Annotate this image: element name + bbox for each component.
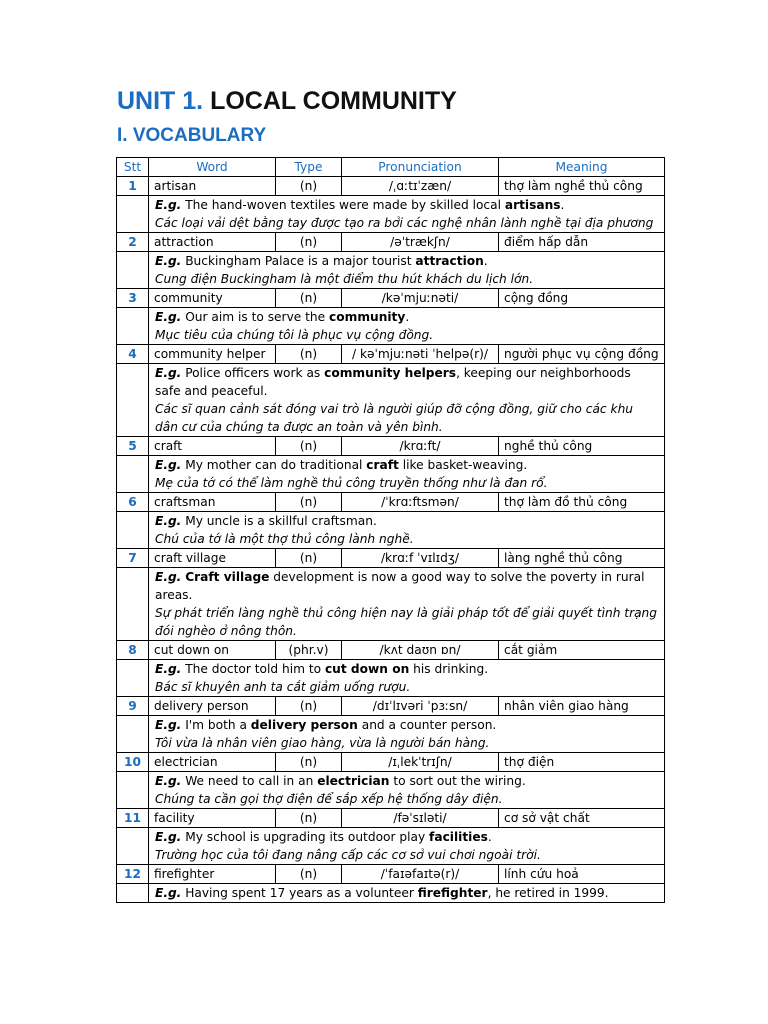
entry-pronunciation: /ɪˌlekˈtrɪʃn/ xyxy=(342,753,499,772)
example-text: , he retired in 1999. xyxy=(487,886,609,900)
vocab-row xyxy=(117,809,665,828)
example-sentence xyxy=(155,716,659,734)
entry-word: firefighter xyxy=(149,865,276,884)
entry-type: (n) xyxy=(276,865,342,884)
entry-number: 2 xyxy=(117,233,149,252)
entry-word: community xyxy=(149,289,276,308)
example-label: E.g. xyxy=(155,886,182,900)
example-spacer xyxy=(117,512,149,549)
example-cell xyxy=(149,828,665,865)
entry-pronunciation: /krɑːft/ xyxy=(342,437,499,456)
example-text: . xyxy=(487,830,492,844)
entry-word: delivery person xyxy=(149,697,276,716)
example-sentence xyxy=(155,772,659,790)
example-label: E.g. xyxy=(155,774,182,788)
example-spacer xyxy=(117,884,149,903)
entry-word: attraction xyxy=(149,233,276,252)
vocab-row xyxy=(117,697,665,716)
entry-type: (n) xyxy=(276,753,342,772)
example-text: like basket-weaving. xyxy=(398,458,528,472)
entry-meaning: cắt giảm xyxy=(499,641,665,660)
example-text: Having spent 17 years as a volunteer xyxy=(185,886,418,900)
example-text: Our aim is to serve the xyxy=(185,310,330,324)
example-cell xyxy=(149,252,665,289)
example-cell xyxy=(149,884,665,903)
entry-meaning: lính cứu hoả xyxy=(499,865,665,884)
entry-number: 6 xyxy=(117,493,149,512)
example-row xyxy=(117,828,665,865)
entry-meaning: điểm hấp dẫn xyxy=(499,233,665,252)
example-text: The doctor told him to xyxy=(185,662,325,676)
example-sentence xyxy=(155,568,659,604)
example-keyword: community xyxy=(329,310,406,324)
entry-pronunciation: /ˌɑːtɪˈzæn/ xyxy=(342,177,499,196)
header-word: Word xyxy=(149,158,276,177)
example-row xyxy=(117,512,665,549)
example-label: E.g. xyxy=(155,830,182,844)
example-spacer xyxy=(117,196,149,233)
example-label: E.g. xyxy=(155,458,182,472)
example-label: E.g. xyxy=(155,718,182,732)
entry-number: 10 xyxy=(117,753,149,772)
example-text: , keeping our neighborhoods safe and peaceful. xyxy=(155,366,631,398)
example-row xyxy=(117,884,665,903)
vocab-row xyxy=(117,493,665,512)
entry-word: cut down on xyxy=(149,641,276,660)
example-keyword: attraction xyxy=(415,254,484,268)
example-sentence xyxy=(155,196,659,214)
unit-name: LOCAL COMMUNITY xyxy=(210,87,457,115)
entry-meaning: người phục vụ cộng đồng xyxy=(499,345,665,364)
example-text: My school is upgrading its outdoor play xyxy=(185,830,430,844)
vocab-row xyxy=(117,753,665,772)
example-sentence xyxy=(155,252,659,270)
entry-word: craft xyxy=(149,437,276,456)
example-translation: Cung điện Buckingham là một điểm thu hút khách du lịch lớn. xyxy=(155,272,534,286)
example-cell xyxy=(149,196,665,233)
example-translation: Tôi vừa là nhân viên giao hàng, vừa là người bán hàng. xyxy=(155,736,490,750)
example-keyword: artisans xyxy=(504,198,561,212)
example-text: to sort out the wiring. xyxy=(389,774,526,788)
entry-word: community helper xyxy=(149,345,276,364)
entry-pronunciation: /krɑːf ˈvɪlɪdʒ/ xyxy=(342,549,499,568)
example-text: My uncle is a skillful craftsman. xyxy=(185,514,377,528)
example-keyword: Craft village xyxy=(185,570,270,584)
example-row xyxy=(117,568,665,641)
entry-number: 3 xyxy=(117,289,149,308)
example-text: We need to call in an xyxy=(185,774,318,788)
entry-meaning: cộng đồng xyxy=(499,289,665,308)
example-label: E.g. xyxy=(155,514,182,528)
header-pronunciation: Pronunciation xyxy=(342,158,499,177)
example-translation: Các sĩ quan cảnh sát đóng vai trò là người giúp đỡ cộng đồng, giữ cho các khu dân cư của chúng ta được an toàn và yên bình. xyxy=(155,402,634,434)
example-spacer xyxy=(117,456,149,493)
example-cell xyxy=(149,512,665,549)
example-cell xyxy=(149,660,665,697)
entry-type: (n) xyxy=(276,809,342,828)
example-keyword: community helpers xyxy=(324,366,457,380)
example-text: . xyxy=(483,254,488,268)
header-type: Type xyxy=(276,158,342,177)
example-label: E.g. xyxy=(155,198,182,212)
example-spacer xyxy=(117,308,149,345)
example-text: . xyxy=(560,198,565,212)
vocab-row xyxy=(117,233,665,252)
vocab-row xyxy=(117,345,665,364)
example-label: E.g. xyxy=(155,254,182,268)
example-cell xyxy=(149,772,665,809)
example-sentence xyxy=(155,512,659,530)
example-spacer xyxy=(117,828,149,865)
example-keyword: electrician xyxy=(317,774,390,788)
example-label: E.g. xyxy=(155,570,182,584)
section-heading: I. VOCABULARY xyxy=(117,125,267,146)
header-stt: Stt xyxy=(117,158,149,177)
example-spacer xyxy=(117,716,149,753)
example-sentence xyxy=(155,884,659,902)
example-label: E.g. xyxy=(155,366,182,380)
entry-pronunciation: /kʌt daʊn ɒn/ xyxy=(342,641,499,660)
example-cell xyxy=(149,364,665,437)
vocab-row xyxy=(117,641,665,660)
example-translation: Mục tiêu của chúng tôi là phục vụ cộng đồng. xyxy=(155,328,434,342)
entry-word: electrician xyxy=(149,753,276,772)
entry-pronunciation: / kəˈmjuːnəti ˈhelpə(r)/ xyxy=(342,345,499,364)
example-spacer xyxy=(117,772,149,809)
entry-meaning: cơ sở vật chất xyxy=(499,809,665,828)
entry-pronunciation: /əˈtrækʃn/ xyxy=(342,233,499,252)
vocab-row xyxy=(117,177,665,196)
example-label: E.g. xyxy=(155,310,182,324)
example-text: The hand-woven textiles were made by skilled local xyxy=(185,198,505,212)
entry-number: 4 xyxy=(117,345,149,364)
entry-word: facility xyxy=(149,809,276,828)
entry-word: craft village xyxy=(149,549,276,568)
entry-number: 9 xyxy=(117,697,149,716)
example-spacer xyxy=(117,252,149,289)
example-translation: Các loại vải dệt bằng tay được tạo ra bởi các nghệ nhân lành nghề tại địa phương xyxy=(155,216,654,230)
entry-word: craftsman xyxy=(149,493,276,512)
example-text: I'm both a xyxy=(185,718,251,732)
entry-pronunciation: /ˈkrɑːftsmən/ xyxy=(342,493,499,512)
entry-pronunciation: /kəˈmjuːnəti/ xyxy=(342,289,499,308)
example-translation: Chúng ta cần gọi thợ điện để sắp xếp hệ thống dây điện. xyxy=(155,792,503,806)
example-translation: Trường học của tôi đang nâng cấp các cơ sở vui chơi ngoài trời. xyxy=(155,848,541,862)
entry-meaning: nhân viên giao hàng xyxy=(499,697,665,716)
entry-type: (n) xyxy=(276,345,342,364)
entry-meaning: thợ làm đồ thủ công xyxy=(499,493,665,512)
example-row xyxy=(117,308,665,345)
example-translation: Mẹ của tớ có thể làm nghề thủ công truyền thống như là đan rổ. xyxy=(155,476,548,490)
example-label: E.g. xyxy=(155,662,182,676)
example-translation: Sự phát triển làng nghề thủ công hiện nay là giải pháp tốt để giải quyết tình trạng đói nghèo ở nông thôn. xyxy=(155,606,658,638)
example-row xyxy=(117,772,665,809)
entry-type: (n) xyxy=(276,177,342,196)
example-translation: Chú của tớ là một thợ thủ công lành nghề. xyxy=(155,532,414,546)
example-text: his drinking. xyxy=(409,662,489,676)
entry-pronunciation: /fəˈsɪləti/ xyxy=(342,809,499,828)
example-text: Buckingham Palace is a major tourist xyxy=(185,254,416,268)
example-cell xyxy=(149,456,665,493)
example-spacer xyxy=(117,364,149,437)
entry-number: 12 xyxy=(117,865,149,884)
unit-label: UNIT 1. xyxy=(117,87,204,115)
entry-number: 5 xyxy=(117,437,149,456)
entry-meaning: thợ điện xyxy=(499,753,665,772)
example-row xyxy=(117,716,665,753)
example-keyword: delivery person xyxy=(250,718,358,732)
example-spacer xyxy=(117,568,149,641)
vocab-row xyxy=(117,437,665,456)
entry-pronunciation: /ˈfaɪəfaɪtə(r)/ xyxy=(342,865,499,884)
example-text: and a counter person. xyxy=(357,718,497,732)
vocab-row xyxy=(117,549,665,568)
example-sentence xyxy=(155,660,659,678)
entry-type: (n) xyxy=(276,437,342,456)
entry-type: (n) xyxy=(276,233,342,252)
vocabulary-table xyxy=(116,157,665,903)
header-meaning: Meaning xyxy=(499,158,665,177)
entry-meaning: thợ làm nghề thủ công xyxy=(499,177,665,196)
example-row xyxy=(117,196,665,233)
vocab-row xyxy=(117,289,665,308)
example-keyword: cut down on xyxy=(324,662,410,676)
example-row xyxy=(117,364,665,437)
example-sentence xyxy=(155,828,659,846)
example-translation: Bác sĩ khuyên anh ta cắt giảm uống rượu. xyxy=(155,680,411,694)
example-text: My mother can do traditional xyxy=(185,458,367,472)
example-text: . xyxy=(405,310,410,324)
example-row xyxy=(117,252,665,289)
table-header-row xyxy=(117,158,665,177)
example-sentence xyxy=(155,364,659,400)
entry-type: (n) xyxy=(276,697,342,716)
entry-number: 8 xyxy=(117,641,149,660)
entry-type: (n) xyxy=(276,493,342,512)
example-keyword: facilities xyxy=(429,830,488,844)
entry-word: artisan xyxy=(149,177,276,196)
entry-type: (phr.v) xyxy=(276,641,342,660)
example-keyword: firefighter xyxy=(417,886,488,900)
entry-type: (n) xyxy=(276,289,342,308)
entry-meaning: làng nghề thủ công xyxy=(499,549,665,568)
unit-title xyxy=(117,86,457,116)
example-cell xyxy=(149,308,665,345)
entry-type: (n) xyxy=(276,549,342,568)
entry-number: 7 xyxy=(117,549,149,568)
entry-number: 1 xyxy=(117,177,149,196)
entry-meaning: nghề thủ công xyxy=(499,437,665,456)
example-row xyxy=(117,660,665,697)
example-text: Police officers work as xyxy=(185,366,325,380)
example-keyword: craft xyxy=(366,458,399,472)
example-cell xyxy=(149,716,665,753)
example-cell xyxy=(149,568,665,641)
example-text: development is now a good way to solve the poverty in rural areas. xyxy=(155,570,645,602)
example-sentence xyxy=(155,308,659,326)
example-spacer xyxy=(117,660,149,697)
example-row xyxy=(117,456,665,493)
example-sentence xyxy=(155,456,659,474)
entry-number: 11 xyxy=(117,809,149,828)
entry-pronunciation: /dɪˈlɪvəri ˈpɜːsn/ xyxy=(342,697,499,716)
vocab-row xyxy=(117,865,665,884)
